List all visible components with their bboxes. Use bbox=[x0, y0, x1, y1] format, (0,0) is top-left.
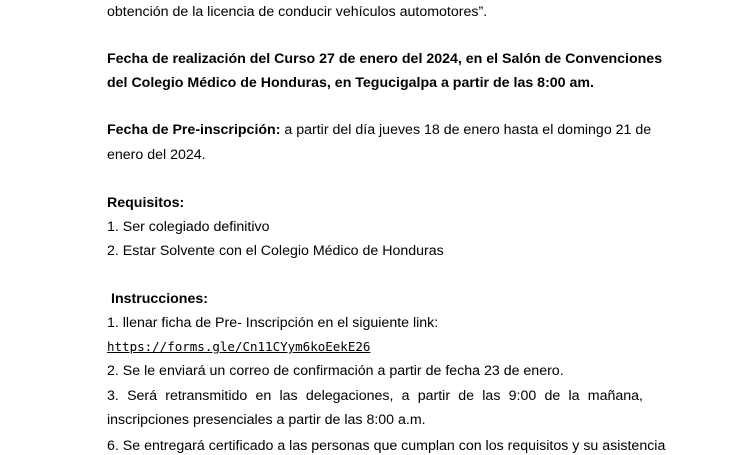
preregistration-line-1 bbox=[107, 121, 651, 139]
word: a bbox=[401, 388, 410, 404]
preregistration-link-row bbox=[107, 338, 370, 356]
word: las bbox=[482, 388, 501, 404]
instructions-heading: Instrucciones: bbox=[111, 291, 208, 307]
course-date-line-1: Fecha de realización del Curso 27 de enero del 2024, en el Salón de Convenciones bbox=[107, 51, 663, 67]
instruction-item-1: 1. llenar ficha de Pre- Inscripción en el siguiente link: bbox=[107, 315, 439, 331]
requirement-item: 1. Ser colegiado definitivo bbox=[107, 219, 270, 235]
word: de bbox=[544, 388, 561, 404]
word: 3. bbox=[107, 388, 119, 404]
word: retransmitido bbox=[165, 388, 248, 404]
word: la bbox=[568, 388, 580, 404]
requirements-heading: Requisitos: bbox=[107, 195, 185, 211]
word: de bbox=[458, 388, 475, 404]
preregistration-form-link[interactable]: https://forms.gle/Cn11CYym6koEekE26 bbox=[107, 339, 371, 354]
word: las bbox=[279, 388, 298, 404]
course-date-line-2: del Colegio Médico de Honduras, en Tegucigalpa a partir de las 8:00 am. bbox=[107, 75, 594, 91]
instruction-item-6-partial: 6. Se entregará certificado a las personas que cumplan con los requisitos y su asistencia bbox=[107, 438, 666, 454]
word: 9:00 bbox=[508, 388, 537, 404]
intro-tail-text: obtención de la licencia de conducir vehículos automotores”. bbox=[107, 4, 488, 20]
word: partir bbox=[417, 388, 451, 404]
preregistration-text: a partir del día jueves 18 de enero hasta el domingo 21 de bbox=[280, 122, 652, 138]
word: Será bbox=[127, 388, 158, 404]
instruction-item-3-line-2: inscripciones presenciales a partir de las 8:00 a.m. bbox=[107, 412, 426, 428]
requirement-item: 2. Estar Solvente con el Colegio Médico de Honduras bbox=[107, 243, 444, 259]
instruction-item-3-line-1 bbox=[107, 387, 643, 405]
word: mañana, bbox=[587, 388, 643, 404]
word: delegaciones, bbox=[305, 388, 394, 404]
word: en bbox=[255, 388, 272, 404]
instruction-item-2: 2. Se le enviará un correo de confirmación a partir de fecha 23 de enero. bbox=[107, 363, 564, 379]
preregistration-line-2: enero del 2024. bbox=[107, 147, 206, 163]
preregistration-label: Fecha de Pre-inscripción: bbox=[107, 122, 281, 138]
